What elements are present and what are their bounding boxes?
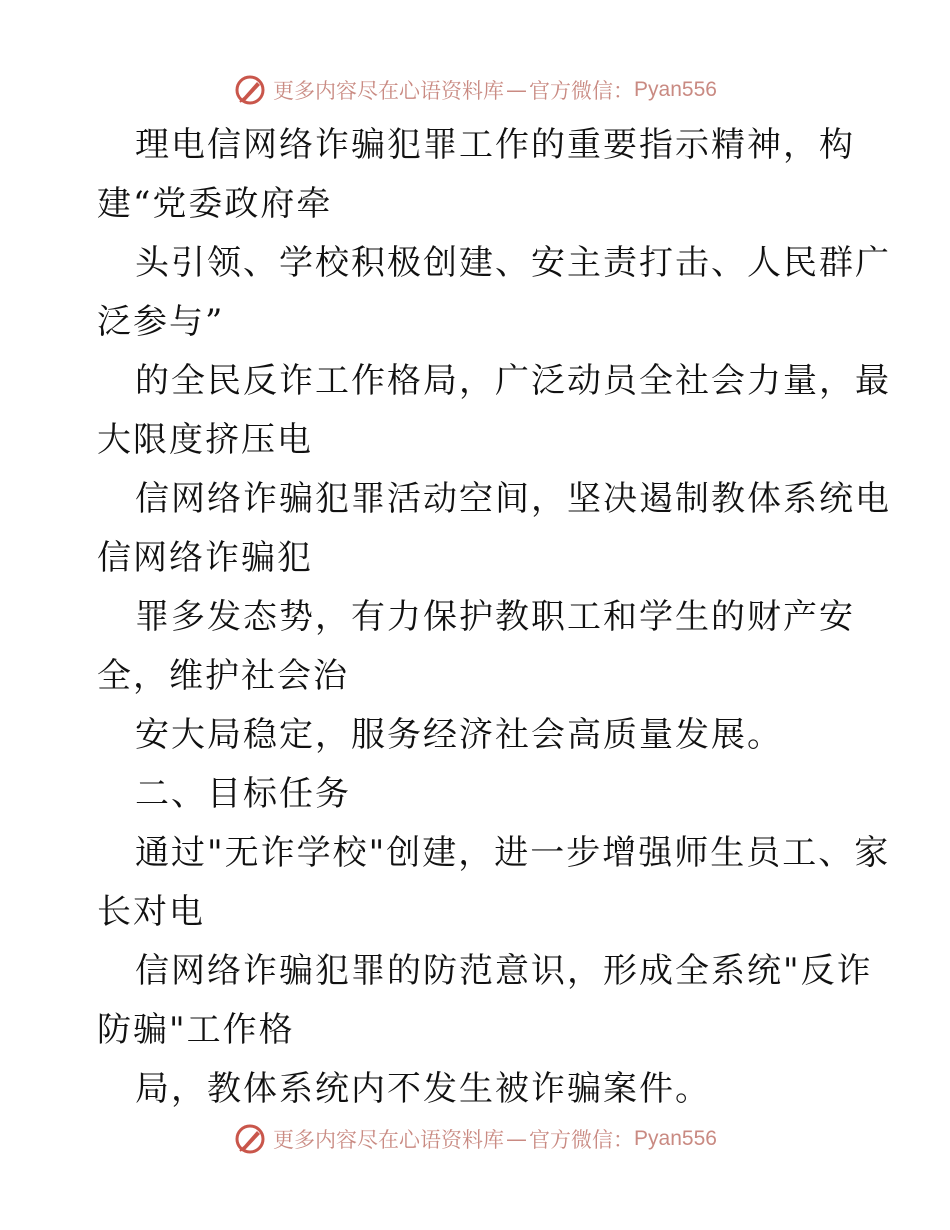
text-line: 理电信网络诈骗犯罪工作的重要指示精神，构 <box>135 125 855 165</box>
text-line: 安大局稳定，服务经济社会高质量发展。 <box>135 715 783 755</box>
watermark-separator: — <box>506 1127 528 1151</box>
watermark-label: 官方微信： <box>529 1128 635 1152</box>
text-line: 全，维护社会治 <box>97 656 349 696</box>
text-line: 罪多发态势，有力保护教职工和学生的财产安 <box>135 597 855 637</box>
text-line: 信网络诈骗犯罪的防范意识，形成全系统"反诈 <box>135 951 873 991</box>
text-line: 建“党委政府牵 <box>97 184 333 224</box>
text-line: 信网络诈骗犯罪活动空间，坚决遏制教体系统电 <box>135 479 891 519</box>
text-line: 泛参与” <box>97 302 225 342</box>
watermark-brand: 更多内容尽在心语资料库 <box>273 1128 505 1152</box>
text-line: 大限度挤压电 <box>97 420 313 460</box>
header-watermark <box>0 70 950 110</box>
footer-watermark <box>0 1119 950 1159</box>
watermark-brand: 更多内容尽在心语资料库 <box>273 79 505 103</box>
watermark-label: 官方微信： <box>529 79 635 103</box>
text-line: 长对电 <box>97 892 205 932</box>
watermark-wechat-id: Pyan556 <box>634 78 717 101</box>
text-line: 局，教体系统内不发生被诈骗案件。 <box>135 1069 711 1109</box>
text-line: 二、目标任务 <box>135 774 351 814</box>
document-body <box>97 116 891 1119</box>
text-line: 防骗"工作格 <box>97 1010 295 1050</box>
watermark-separator: — <box>506 78 528 102</box>
pen-logo-icon <box>233 73 267 107</box>
watermark-wechat-id: Pyan556 <box>634 1127 717 1150</box>
text-line: 头引领、学校积极创建、安主责打击、人民群广 <box>135 243 891 283</box>
pen-logo-icon <box>233 1122 267 1156</box>
text-line: 信网络诈骗犯 <box>97 538 313 578</box>
text-line: 通过"无诈学校"创建，进一步增强师生员工、家 <box>135 833 891 873</box>
text-line: 的全民反诈工作格局，广泛动员全社会力量，最 <box>135 361 891 401</box>
